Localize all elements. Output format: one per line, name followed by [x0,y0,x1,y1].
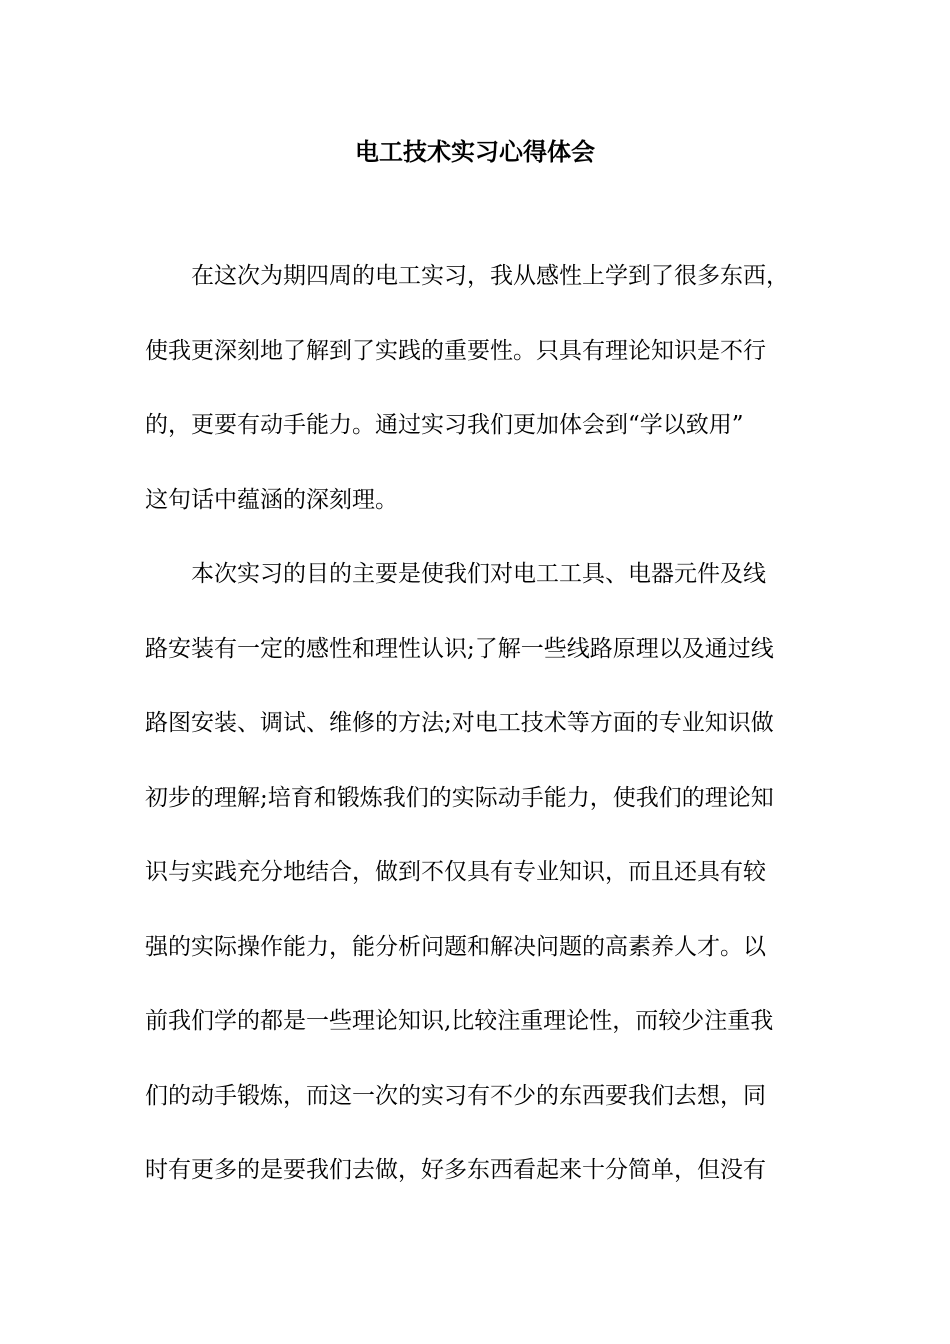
text-line: 本次实习的目的主要是使我们对电工工具、电器元件及线 [145,561,766,587]
document-body [145,256,815,1225]
text-line: 们的动手锻炼，而这一次的实习有不少的东西要我们去想，同 [145,1082,766,1109]
document-title: 电工技术实习心得体会 [355,137,595,166]
text-line: 路安装有一定的感性和理性认识;了解一些线路原理以及通过线 [145,635,774,662]
text-line: 时有更多的是要我们去做，好多东西看起来十分简单，但没有 [145,1157,766,1183]
text-line: 前我们学的都是一些理论知识,比较注重理论性，而较少注重我 [145,1008,774,1034]
text-line: 路图安装、调试、维修的方法;对电工技术等方面的专业知识做 [145,710,774,736]
text-line: 的，更要有动手能力。通过实习我们更加体会到“学以致用” [145,412,744,438]
text-line: 强的实际操作能力，能分析问题和解决问题的高素养人才。以 [145,933,766,960]
text-line: 使我更深刻地了解到了实践的重要性。只具有理论知识是不行 [145,337,766,364]
text-line: 这句话中蕴涵的深刻理。 [145,486,398,513]
text-line: 初步的理解;培育和锻炼我们的实际动手能力，使我们的理论知 [145,784,774,811]
text-line: 在这次为期四周的电工实习，我从感性上学到了很多东西， [145,263,789,289]
text-line: 识与实践充分地结合，做到不仅具有专业知识，而且还具有较 [145,859,766,885]
